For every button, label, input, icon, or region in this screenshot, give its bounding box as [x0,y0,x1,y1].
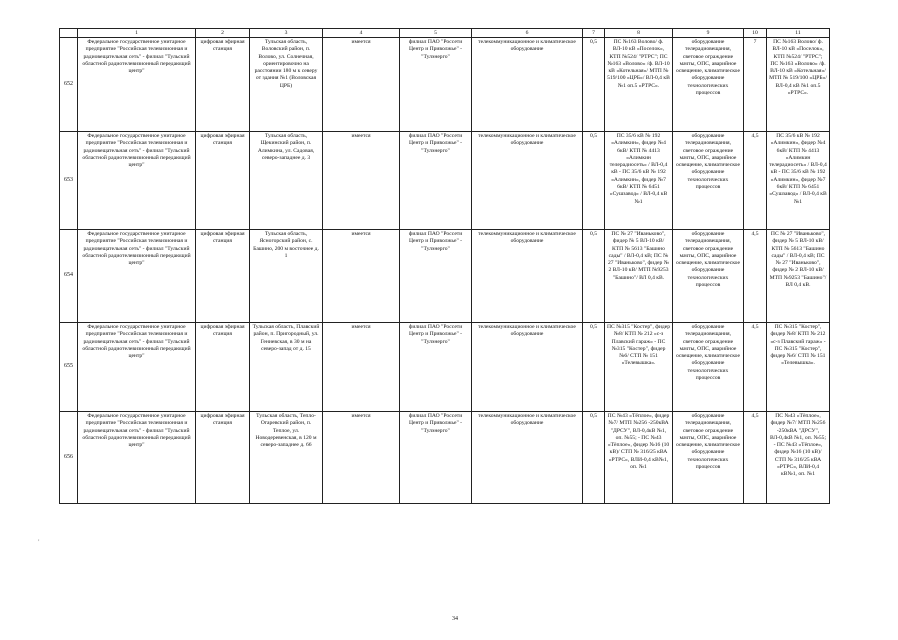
station-type-cell: цифровая эфирная станция [196,38,250,132]
header-cell: 7 [583,29,605,38]
load-cell: оборудование телерадиовещания, световое ограждение мачты, ОПС, аварийное освещение, климатическое оборудование технологических процессов [673,132,744,230]
grid-company-cell: филиал ПАО "Россети Центр и Приволжье" - "Тулэнерго" [400,38,472,132]
availability-cell: имеется [323,38,400,132]
scheme-cell: ПС №43 «Тёплое», фидер №7/ МТП №256 -250кВА "ДРСУ", ВЛ-0,4кВ №1, оп. №55; - ПС №43 «Тёплое», фидер №16 (10 кВ)/ СТП № 316/25 кВА «РТРС», ВЛИ-0,4 кВ№1, оп. №1 [767,412,830,504]
equipment-cell: телекоммуникационное и климатическое оборудование [472,230,583,323]
availability-cell: имеется [323,323,400,412]
supply-scheme-cell: ПС №315 "Костер", фидер №8/ КТП № 212 «с-з Плавский гараж» - ПС №315 "Костер", фидер №6/ СТП № 151 «Телевышка». [605,323,673,412]
table-row [60,412,830,504]
margin-mark: , [38,536,40,542]
table-row [60,132,830,230]
header-cell: 10 [744,29,767,38]
header-cell: 8 [605,29,673,38]
row-number: 656 [60,412,78,504]
equipment-cell: телекоммуникационное и климатическое оборудование [472,323,583,412]
owner-cell: Федеральное государственное унитарное предприятие "Российская телевизионная и радиовещательная сеть" - филиал "Тульский областной радиотелевизионный передающий центр" [78,132,196,230]
page-number: 34 [452,616,458,622]
supply-scheme-cell: ПС №43 «Тёплое», фидер №7/ МТП №256 -250кВА "ДРСУ", ВЛ-0,4кВ №1, оп. №55; - ПС №43 «Тёплое», фидер №16 (10 кВ)/ СТП № 316/25 кВА «РТРС», ВЛИ-0,4 кВ№1, оп. №1 [605,412,673,504]
address-cell: Тульская область, Ясногорский район, с. Башино, 200 м восточнее д. 1 [250,230,323,323]
header-cell: 5 [400,29,472,38]
address-cell: Тульская область, Тепло-Огаревский район, п. Теплое, ул. Новодеревенская, в 120 м северо-западнее д. 66 [250,412,323,504]
header-cell: 1 [78,29,196,38]
infrastructure-table [59,28,830,504]
table-row [60,323,830,412]
equipment-cell: телекоммуникационное и климатическое оборудование [472,412,583,504]
availability-cell: имеется [323,412,400,504]
station-type-cell: цифровая эфирная станция [196,132,250,230]
table-row [60,38,830,132]
scheme-cell: ПС №315 "Костер", фидер №8/ КТП № 212 «с-з Плавский гараж» - ПС №315 "Костер", фидер №6/ СТП № 151 «Телевышка». [767,323,830,412]
row-number: 653 [60,132,78,230]
header-cell: 11 [767,29,830,38]
station-type-cell: цифровая эфирная станция [196,412,250,504]
supply-scheme-cell: ПС № 27 "Иваньково", фидер № 5 ВЛ-10 кВ/ КТП № 5613 "Башино сады" / ВЛ-0,4 кВ; ПС № 27 "Иваньково", фидер № 2 ВЛ-10 кВ/ МТП №9253 "Башино"/ ВЛ 0,4 кВ. [605,230,673,323]
supply-scheme-cell: ПС 35/6 кВ № 192 «Алимкин», фидер №4 6кВ/ КТП № 4413 «Алимкин телерадиосеть» / ВЛ-0,4 кВ - ПС 35/6 кВ № 192 «Алимкин», фидер №7 6кВ/ КТП № 6451 «Сушзавод» / ВЛ-0,4 кВ №1 [605,132,673,230]
address-cell: Тульская область, Щекинский район, п. Алимкина, ул. Садовая, северо-западнее д. 3 [250,132,323,230]
row-number: 655 [60,323,78,412]
header-cell: 4 [323,29,400,38]
header-cell: 2 [196,29,250,38]
power-requested-cell: 4,5 [744,132,767,230]
station-type-cell: цифровая эфирная станция [196,230,250,323]
power-cell: 0,5 [583,230,605,323]
grid-company-cell: филиал ПАО "Россети Центр и Приволжье" - "Тулэнерго" [400,412,472,504]
header-cell-blank [60,29,78,38]
load-cell: оборудование телерадиовещания, световое ограждение мачты, ОПС, аварийное освещение, климатическое оборудование технологических процессов [673,38,744,132]
owner-cell: Федеральное государственное унитарное предприятие "Российская телевизионная и радиовещательная сеть" - филиал "Тульский областной радиотелевизионный передающий центр" [78,230,196,323]
availability-cell: имеется [323,230,400,323]
load-cell: оборудование телерадиовещания, световое ограждение мачты, ОПС, аварийное освещение, климатическое оборудование технологических процессов [673,323,744,412]
station-type-cell: цифровая эфирная станция [196,323,250,412]
load-cell: оборудование телерадиовещания, световое ограждение мачты, ОПС, аварийное освещение, климатическое оборудование технологических процессов [673,412,744,504]
address-cell: Тульская область, Плавский район, п. Пригородный, ул. Гениевская, в 30 м на северо-запад от д. 15 [250,323,323,412]
equipment-cell: телекоммуникационное и климатическое оборудование [472,132,583,230]
header-cell: 3 [250,29,323,38]
table-row [60,230,830,323]
power-cell: 0,5 [583,132,605,230]
power-cell: 0,5 [583,323,605,412]
power-requested-cell: 7 [744,38,767,132]
power-cell: 0,5 [583,38,605,132]
grid-company-cell: филиал ПАО "Россети Центр и Приволжье" - "Тулэнерго" [400,132,472,230]
owner-cell: Федеральное государственное унитарное предприятие "Российская телевизионная и радиовещательная сеть" - филиал "Тульский областной радиотелевизионный передающий центр" [78,412,196,504]
power-requested-cell: 4,5 [744,412,767,504]
scheme-cell: ПС №163 Волово/ ф. ВЛ-10 кВ «Поселок», КТП №524/ "РТРС"; ПС №163 «Волово» /ф. ВЛ-10 кВ «Котельная»/ МТП № 519/100 «ЦРБ»/ ВЛ-0,4 кВ №1 оп.5 «РТРС». [767,38,830,132]
grid-company-cell: филиал ПАО "Россети Центр и Приволжье" - "Тулэнерго" [400,323,472,412]
address-cell: Тульская область, Воловский район, п. Волово, ул. Солнечная, ориентировочно на расстоянии 180 м к северу от здания №1 (Воловская ЦРБ) [250,38,323,132]
owner-cell: Федеральное государственное унитарное предприятие "Российская телевизионная и радиовещательная сеть" - филиал "Тульский областной радиотелевизионный передающий центр" [78,38,196,132]
equipment-cell: телекоммуникационное и климатическое оборудование [472,38,583,132]
load-cell: оборудование телерадиовещания, световое ограждение мачты, ОПС, аварийное освещение, климатическое оборудование технологических процессов [673,230,744,323]
row-number: 652 [60,38,78,132]
power-cell: 0,5 [583,412,605,504]
availability-cell: имеется [323,132,400,230]
scheme-cell: ПС № 27 "Иваньково", фидер № 5 ВЛ-10 кВ/ КТП № 5613 "Башино сады" / ВЛ-0,4 кВ; ПС № 27 "Иваньково", фидер № 2 ВЛ-10 кВ/ МТП №9253 "Башино"/ ВЛ 0,4 кВ. [767,230,830,323]
scheme-cell: ПС 35/6 кВ № 192 «Алимкин», фидер №4 6кВ/ КТП № 4413 «Алимкин телерадиосеть» / ВЛ-0,4 кВ - ПС 35/6 кВ № 192 «Алимкин», фидер №7 6кВ/ КТП № 6451 «Сушзавод» / ВЛ-0,4 кВ №1 [767,132,830,230]
column-number-row [60,29,830,38]
supply-scheme-cell: ПС №163 Волово/ ф. ВЛ-10 кВ «Поселок», КТП №524/ "РТРС"; ПС №163 «Волово» /ф. ВЛ-10 кВ «Котельная»/ МТП № 519/100 «ЦРБ»/ ВЛ-0,4 кВ №1 оп.5 «РТРС». [605,38,673,132]
header-cell: 6 [472,29,583,38]
power-requested-cell: 4,5 [744,323,767,412]
power-requested-cell: 4,5 [744,230,767,323]
header-cell: 9 [673,29,744,38]
row-number: 654 [60,230,78,323]
grid-company-cell: филиал ПАО "Россети Центр и Приволжье" - "Тулэнерго" [400,230,472,323]
owner-cell: Федеральное государственное унитарное предприятие "Российская телевизионная и радиовещательная сеть" - филиал "Тульский областной радиотелевизионный передающий центр" [78,323,196,412]
